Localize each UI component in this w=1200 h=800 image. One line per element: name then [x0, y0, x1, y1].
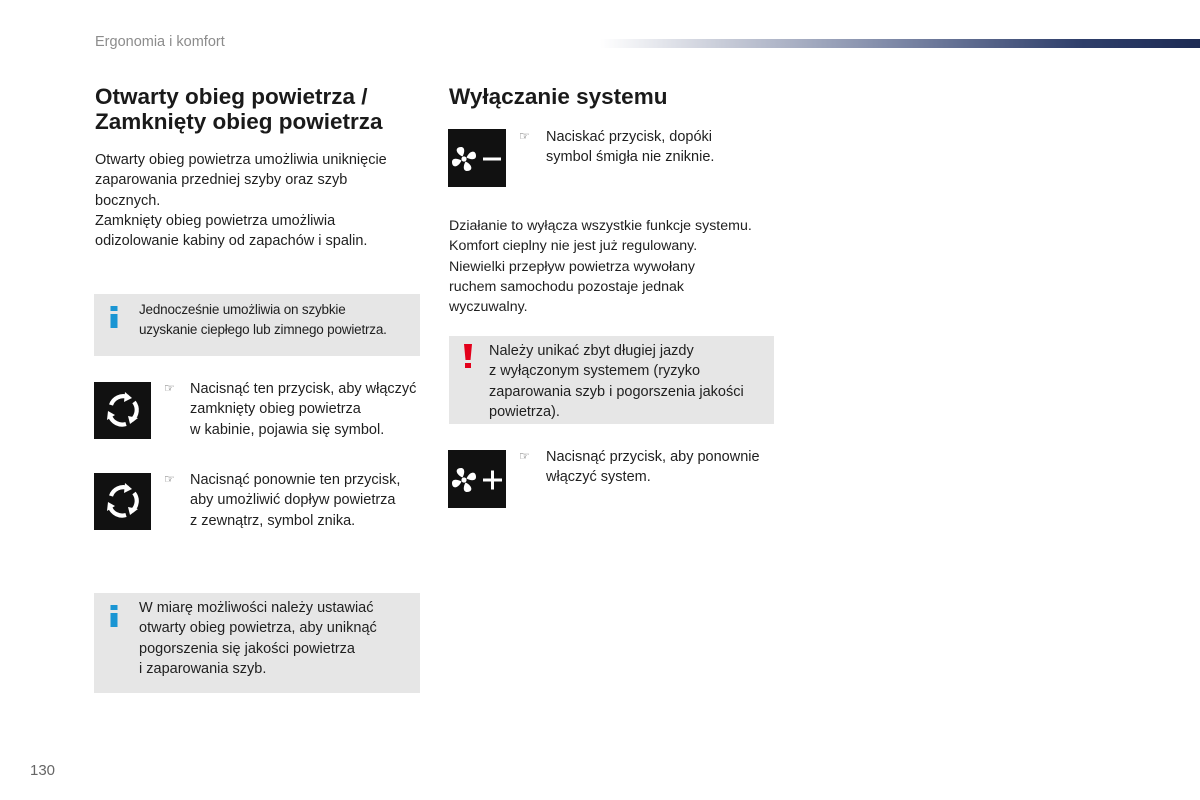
- pointing-hand-icon: ☞: [519, 129, 530, 143]
- pointing-hand-icon: ☞: [164, 472, 175, 486]
- text-line: Komfort cieplny nie jest już regulowany.: [449, 238, 698, 255]
- text-line: aby umożliwić dopływ powietrza: [190, 492, 396, 509]
- warning-exclamation-icon: [458, 343, 478, 369]
- text-line: Zamknięty obieg powietrza umożliwia: [95, 212, 336, 229]
- section-label: Ergonomia i komfort: [95, 34, 225, 50]
- text-line: Jednocześnie umożliwia on szybkie: [139, 302, 346, 317]
- info-box-quick-air: [94, 294, 420, 356]
- step-system-on: [546, 447, 760, 488]
- step-system-off: [546, 127, 714, 168]
- info-box-text: [139, 598, 377, 679]
- text-line: Niewielki przepływ powietrza wywołany: [449, 258, 696, 275]
- text-line: wyczuwalny.: [449, 299, 528, 316]
- text-line: uzyskanie ciepłego lub zimnego powietrza.: [139, 322, 387, 338]
- text-line: otwarty obieg powietrza, aby uniknąć: [139, 620, 377, 637]
- text-line: ruchem samochodu pozostaje jednak: [449, 278, 685, 295]
- text-line: W miarę możliwości należy ustawiać: [139, 600, 374, 616]
- text-line: z zewnątrz, symbol znika.: [190, 512, 356, 529]
- text-line: z wyłączonym systemem (ryzyko: [489, 363, 701, 380]
- text-line: pogorszenia się jakości powietrza: [139, 640, 355, 657]
- text-line: symbol śmigła nie zniknie.: [546, 149, 715, 166]
- info-box-text: [139, 300, 387, 341]
- text-line: Należy unikać zbyt długiej jazdy: [489, 343, 694, 359]
- intro-paragraph: [95, 150, 387, 251]
- warning-box: [449, 336, 774, 424]
- text-line: Nacisnąć przycisk, aby ponownie: [546, 449, 760, 465]
- text-line: Nacisnąć ten przycisk, aby włączyć: [190, 381, 417, 397]
- heading-air-recirculation: [95, 84, 383, 134]
- text-line: zaparowania szyb i pogorszenia jakości: [489, 383, 744, 400]
- fan-plus-icon: [448, 450, 506, 508]
- text-line: Naciskać przycisk, dopóki: [546, 129, 712, 145]
- text-line: w kabinie, pojawia się symbol.: [190, 421, 385, 438]
- fan-minus-icon: [448, 129, 506, 187]
- text-line: powietrza).: [489, 403, 560, 420]
- warning-box-text: [489, 341, 744, 422]
- system-off-description: [449, 216, 752, 317]
- recirculation-button-icon: [94, 473, 151, 530]
- header-gradient-bar: [600, 39, 1200, 48]
- pointing-hand-icon: ☞: [519, 449, 530, 463]
- info-icon: [104, 602, 124, 628]
- text-line: Otwarty obieg powietrza umożliwia uniknięcie: [95, 152, 387, 168]
- step-recirculation-on: [190, 379, 416, 440]
- text-line: Działanie to wyłącza wszystkie funkcje systemu.: [449, 218, 752, 234]
- heading-line: Zamknięty obieg powietrza: [95, 109, 383, 134]
- text-line: włączyć system.: [546, 469, 651, 486]
- text-line: zaparowania przedniej szyby oraz szyb: [95, 172, 348, 189]
- page-number: 130: [30, 762, 56, 779]
- text-line: zamknięty obieg powietrza: [190, 401, 361, 418]
- step-recirculation-off: [190, 470, 400, 531]
- heading-system-off: Wyłączanie systemu: [449, 84, 668, 109]
- text-line: i zaparowania szyb.: [139, 660, 267, 677]
- text-line: odizolowanie kabiny od zapachów i spalin.: [95, 233, 368, 250]
- info-icon: [104, 303, 124, 329]
- info-box-open-recirculation: [94, 593, 420, 693]
- recirculation-button-icon: [94, 382, 151, 439]
- text-line: bocznych.: [95, 192, 161, 209]
- pointing-hand-icon: ☞: [164, 381, 175, 395]
- text-line: Nacisnąć ponownie ten przycisk,: [190, 472, 401, 488]
- heading-line: Otwarty obieg powietrza /: [95, 84, 368, 109]
